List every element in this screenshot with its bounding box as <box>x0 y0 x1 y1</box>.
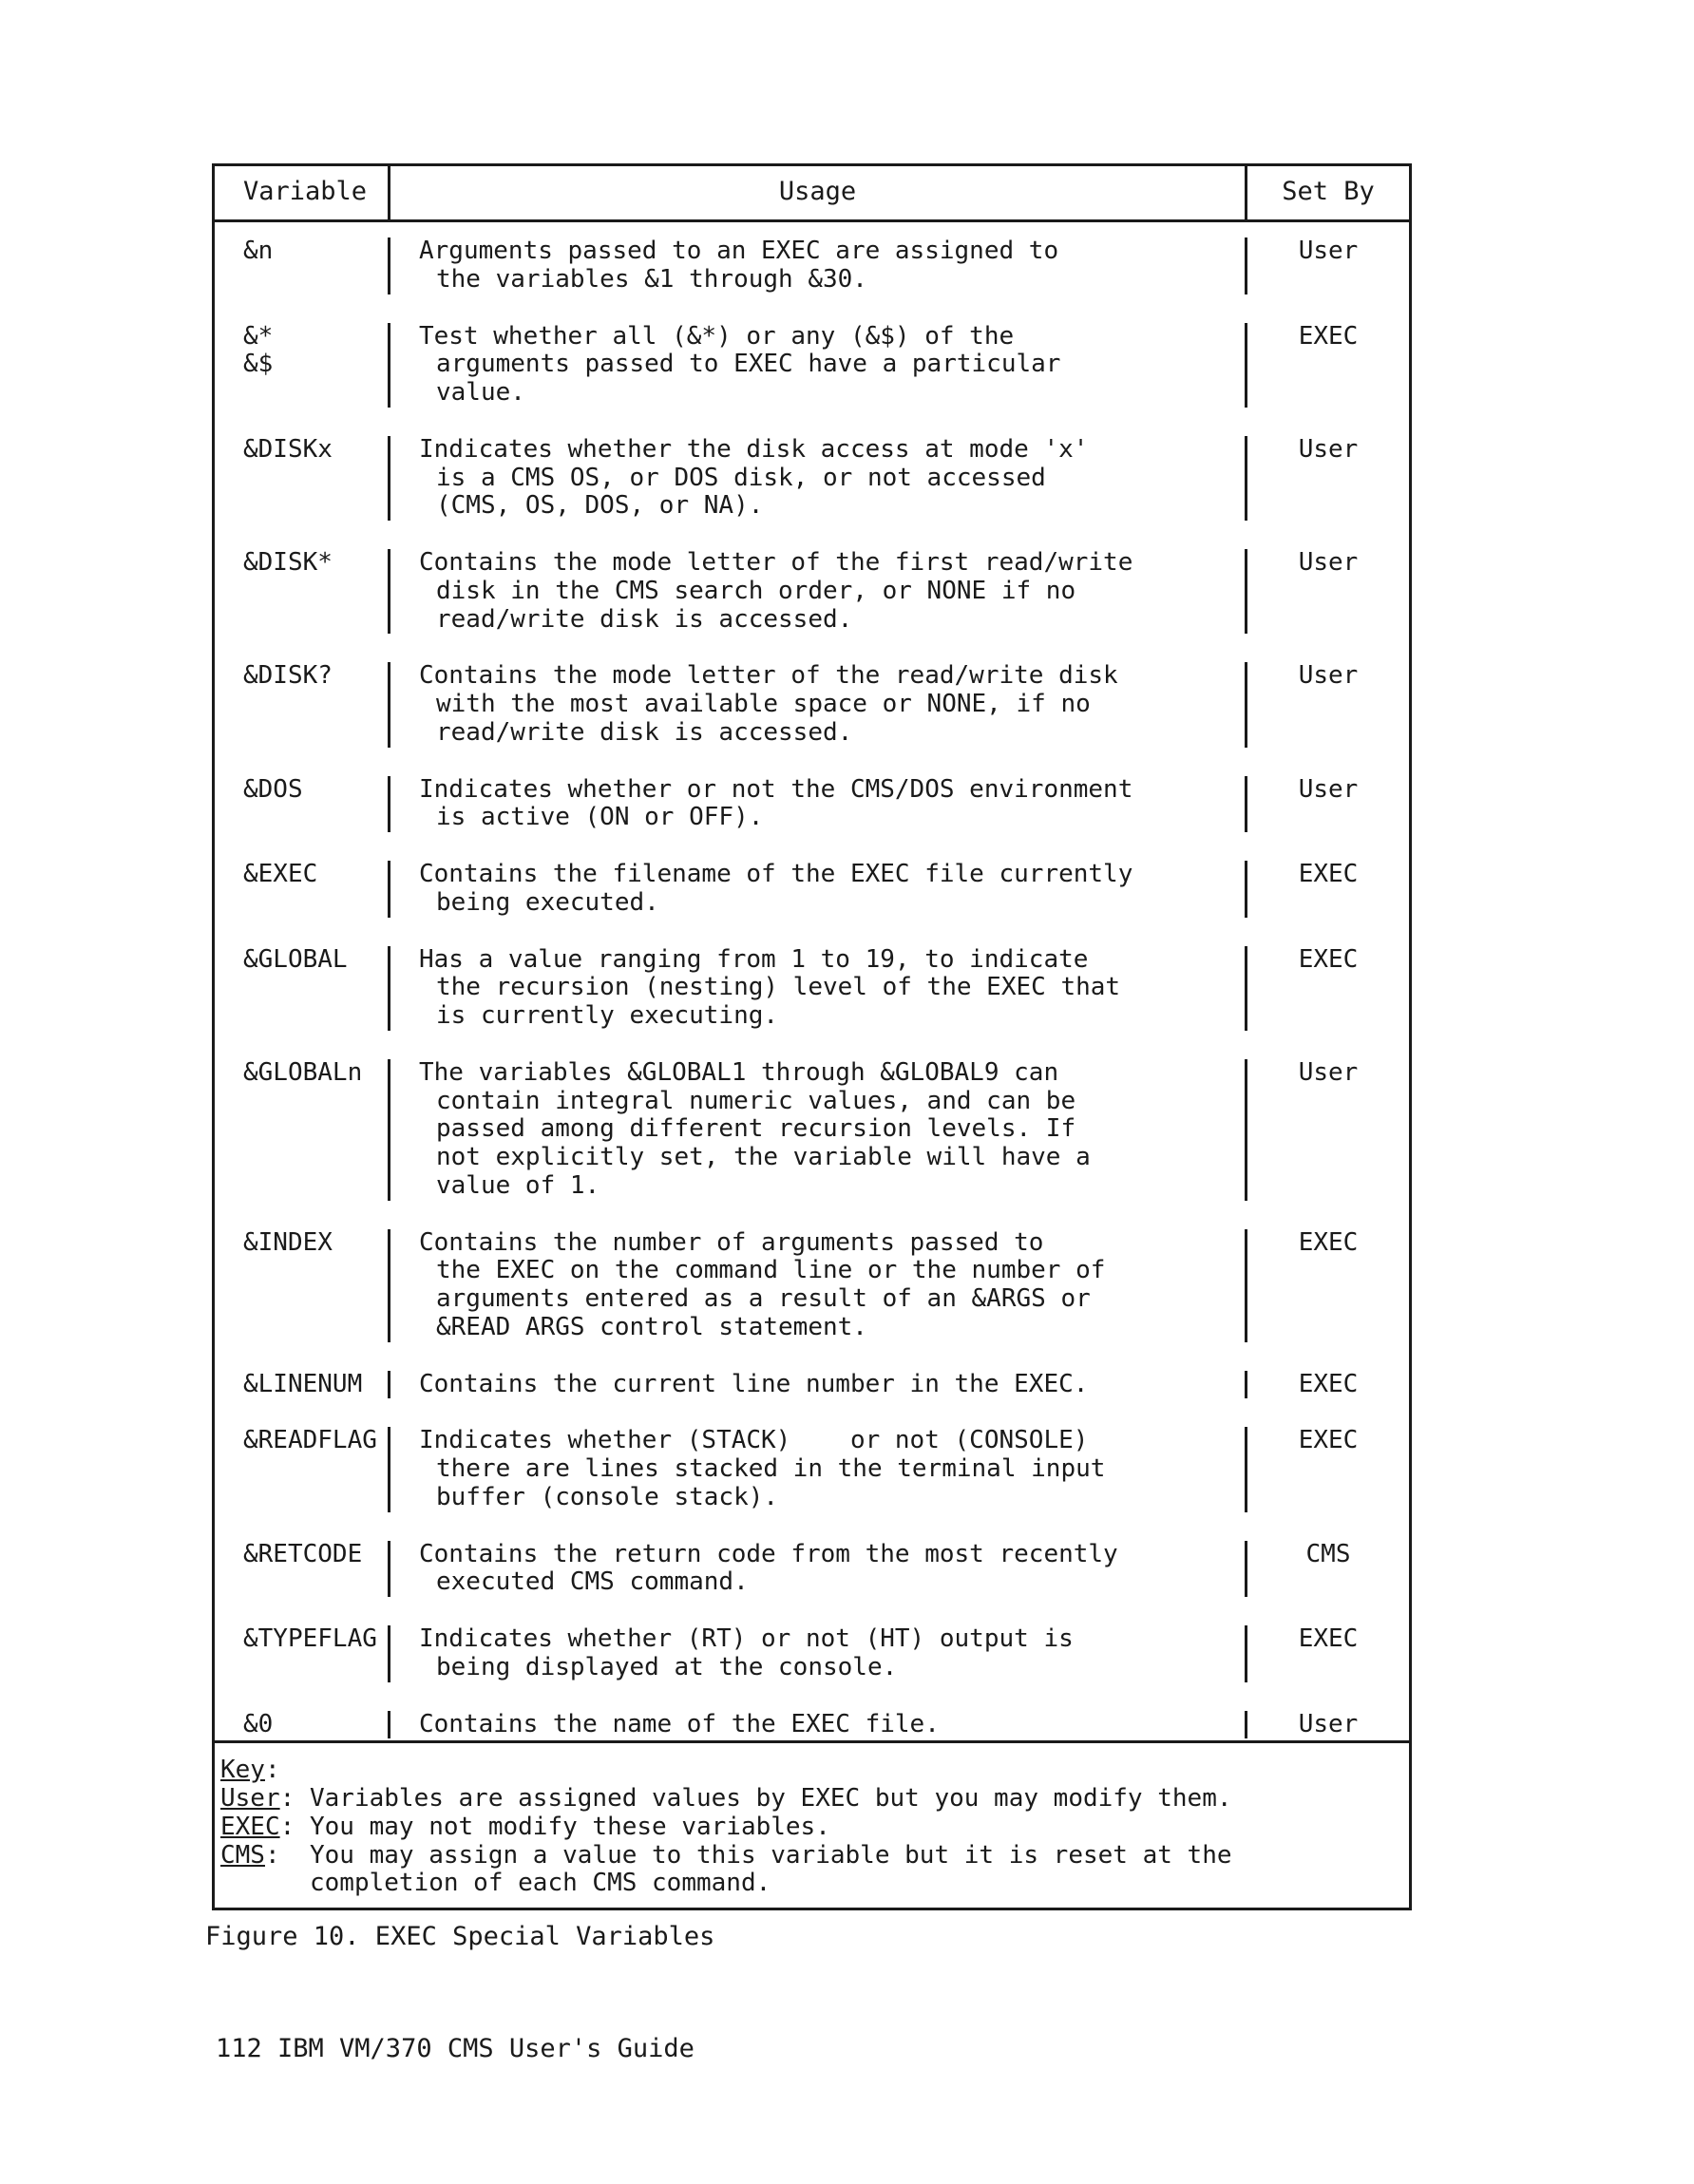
key-term-colon: : <box>264 1840 280 1870</box>
usage-line: arguments passed to EXEC have a particular <box>436 350 1061 379</box>
usage-line: there are lines stacked in the terminal input <box>436 1454 1106 1483</box>
usage-cell <box>390 662 1247 747</box>
usage-cell <box>390 946 1247 1031</box>
variable-cell <box>215 1711 390 1739</box>
set-by-cell: User <box>1298 434 1359 464</box>
usage-line: disk in the CMS search order, or NONE if no <box>436 576 1076 605</box>
table-row <box>215 1371 1409 1399</box>
key-description: Variables are assigned values by EXEC but you may modify them. <box>310 1784 1232 1813</box>
variable-name: &0 <box>243 1709 274 1738</box>
set-by-cell: EXEC <box>1298 1624 1359 1653</box>
variable-cell <box>215 1625 390 1682</box>
usage-line: value of 1. <box>436 1170 600 1200</box>
table-row <box>215 436 1409 521</box>
usage-line: Indicates whether or not the CMS/DOS environment <box>419 774 1133 804</box>
usage-line: is currently executing. <box>436 1001 779 1030</box>
key-entry <box>220 1870 1409 1898</box>
usage-cell <box>390 861 1247 918</box>
variable-name: &INDEX <box>243 1227 333 1257</box>
usage-line: the recursion (nesting) level of the EXEC that <box>436 973 1121 1002</box>
variable-cell <box>215 549 390 634</box>
usage-line: value. <box>436 378 525 407</box>
usage-line: not explicitly set, the variable will have a <box>436 1143 1091 1171</box>
key-title: Key <box>220 1756 265 1785</box>
usage-line: The variables &GLOBAL1 through &GLOBAL9 can <box>419 1057 1059 1087</box>
set-by-cell: User <box>1298 548 1359 577</box>
variable-name: &LINENUM <box>243 1369 363 1398</box>
usage-line: is a CMS OS, or DOS disk, or not accessed <box>436 463 1046 492</box>
set-by-cell: EXEC <box>1298 1369 1359 1398</box>
usage-line: Contains the mode letter of the first read/write <box>419 548 1133 577</box>
usage-line: the EXEC on the command line or the number of <box>436 1256 1106 1285</box>
key-entry <box>220 1842 1409 1871</box>
usage-cell <box>390 1625 1247 1682</box>
key-colon: : <box>264 1756 280 1785</box>
table-row <box>215 1427 1409 1511</box>
usage-line: &READ ARGS control statement. <box>436 1312 867 1341</box>
table-row <box>215 1229 1409 1342</box>
usage-line: executed CMS command. <box>436 1567 749 1597</box>
usage-cell <box>390 1371 1247 1399</box>
usage-line: read/write disk is accessed. <box>436 717 853 747</box>
set-by-cell: User <box>1298 1709 1359 1738</box>
usage-line: Indicates whether (RT) or not (HT) output is <box>419 1624 1074 1653</box>
usage-line: arguments entered as a result of an &ARGS or <box>436 1284 1091 1313</box>
usage-line: Indicates whether (STACK) or not (CONSOLE) <box>419 1426 1089 1455</box>
usage-cell <box>390 1711 1247 1739</box>
table-body <box>215 222 1409 1740</box>
key-heading <box>220 1757 1409 1785</box>
key-description: You may not modify these variables. <box>310 1812 830 1841</box>
key-description: You may assign a value to this variable but it is reset at the <box>310 1840 1232 1870</box>
table-row <box>215 323 1409 408</box>
usage-line: contain integral numeric values, and can be <box>436 1086 1076 1115</box>
variable-name: &DISK* <box>243 548 333 577</box>
key-term-label: EXEC <box>220 1812 280 1841</box>
variable-name: &$ <box>243 350 274 379</box>
set-by-cell: EXEC <box>1298 860 1359 888</box>
usage-line: buffer (console stack). <box>436 1482 779 1511</box>
table-row <box>215 1541 1409 1598</box>
key-term-label: CMS <box>220 1840 265 1870</box>
key-term-colon: : <box>279 1784 295 1813</box>
usage-line: Contains the mode letter of the read/write disk <box>419 661 1118 691</box>
set-by-cell: User <box>1298 237 1359 265</box>
header-variable: Variable <box>215 166 390 219</box>
variable-cell <box>215 1229 390 1342</box>
page-footer: 112 IBM VM/370 CMS User's Guide <box>216 2034 695 2063</box>
table-header <box>215 166 1409 222</box>
usage-cell <box>390 1541 1247 1598</box>
usage-line: (CMS, OS, DOS, or NA). <box>436 491 764 521</box>
set-by-cell: EXEC <box>1298 1227 1359 1257</box>
variable-name: &n <box>243 237 274 265</box>
table-row <box>215 946 1409 1031</box>
table-row <box>215 662 1409 747</box>
usage-cell <box>390 549 1247 634</box>
usage-line: Test whether all (&*) or any (&$) of the <box>419 321 1015 351</box>
header-set-by: Set By <box>1282 177 1375 206</box>
usage-cell <box>390 323 1247 408</box>
variable-cell <box>215 323 390 408</box>
usage-line: being displayed at the console. <box>436 1652 898 1681</box>
usage-line: with the most available space or NONE, if no <box>436 690 1091 718</box>
usage-line: read/write disk is accessed. <box>436 604 853 634</box>
usage-line: being executed. <box>436 887 659 917</box>
variable-cell <box>215 776 390 833</box>
usage-line: the variables &1 through &30. <box>436 264 867 294</box>
usage-line: passed among different recursion levels. If <box>436 1114 1076 1144</box>
usage-cell <box>390 1427 1247 1511</box>
usage-cell <box>390 1059 1247 1201</box>
variable-name: &TYPEFLAG <box>243 1624 377 1653</box>
table-row <box>215 1059 1409 1201</box>
table-row <box>215 1625 1409 1682</box>
key-entry <box>220 1814 1409 1842</box>
usage-line: Contains the filename of the EXEC file currently <box>419 860 1133 888</box>
usage-line: Has a value ranging from 1 to 19, to indicate <box>419 944 1089 974</box>
variable-name: &RETCODE <box>243 1539 363 1568</box>
variable-name: &DOS <box>243 774 303 804</box>
key-term-colon: : <box>279 1812 295 1841</box>
variable-name: &READFLAG <box>243 1426 377 1455</box>
table-row <box>215 237 1409 294</box>
variable-name: &GLOBAL <box>243 944 348 974</box>
usage-line: Contains the name of the EXEC file. <box>419 1709 940 1738</box>
variables-table <box>212 163 1412 1910</box>
key-term <box>220 1785 310 1814</box>
usage-cell <box>390 436 1247 521</box>
usage-cell <box>390 776 1247 833</box>
usage-cell <box>390 1229 1247 1342</box>
usage-cell <box>390 237 1247 294</box>
key-description: completion of each CMS command. <box>310 1869 771 1898</box>
variable-cell <box>215 1371 390 1399</box>
set-by-cell: User <box>1298 661 1359 691</box>
key-term <box>220 1814 310 1842</box>
usage-line: Indicates whether the disk access at mode 'x' <box>419 434 1089 464</box>
table-row <box>215 776 1409 833</box>
variable-name: &EXEC <box>243 860 318 888</box>
variable-cell <box>215 1427 390 1511</box>
variable-cell <box>215 662 390 747</box>
usage-line: Contains the current line number in the EXEC. <box>419 1369 1089 1398</box>
variable-name: &GLOBALn <box>243 1057 363 1087</box>
usage-line: Contains the number of arguments passed to <box>419 1227 1044 1257</box>
set-by-cell: User <box>1298 774 1359 804</box>
set-by-cell: User <box>1298 1057 1359 1087</box>
set-by-cell: EXEC <box>1298 1426 1359 1455</box>
variable-cell <box>215 1541 390 1598</box>
variable-cell <box>215 861 390 918</box>
variable-cell <box>215 946 390 1031</box>
variable-name: &DISKx <box>243 434 333 464</box>
variable-cell <box>215 237 390 294</box>
set-by-cell: EXEC <box>1298 321 1359 351</box>
table-row <box>215 1711 1409 1739</box>
variable-name: &* <box>243 321 274 351</box>
usage-line: Contains the return code from the most recently <box>419 1539 1118 1568</box>
header-usage: Usage <box>390 166 1247 219</box>
set-by-cell: CMS <box>1305 1539 1351 1568</box>
usage-line: is active (ON or OFF). <box>436 803 764 832</box>
table-row <box>215 549 1409 634</box>
table-row <box>215 861 1409 918</box>
key-term <box>220 1842 310 1871</box>
set-by-cell: EXEC <box>1298 944 1359 974</box>
variable-cell <box>215 436 390 521</box>
usage-line: Arguments passed to an EXEC are assigned to <box>419 237 1059 265</box>
key-term-label: User <box>220 1784 280 1813</box>
figure-caption: Figure 10. EXEC Special Variables <box>205 1922 715 1951</box>
variable-cell <box>215 1059 390 1201</box>
key-term <box>220 1870 310 1898</box>
key-entry <box>220 1785 1409 1814</box>
key-legend <box>215 1740 1409 1908</box>
variable-name: &DISK? <box>243 661 333 691</box>
